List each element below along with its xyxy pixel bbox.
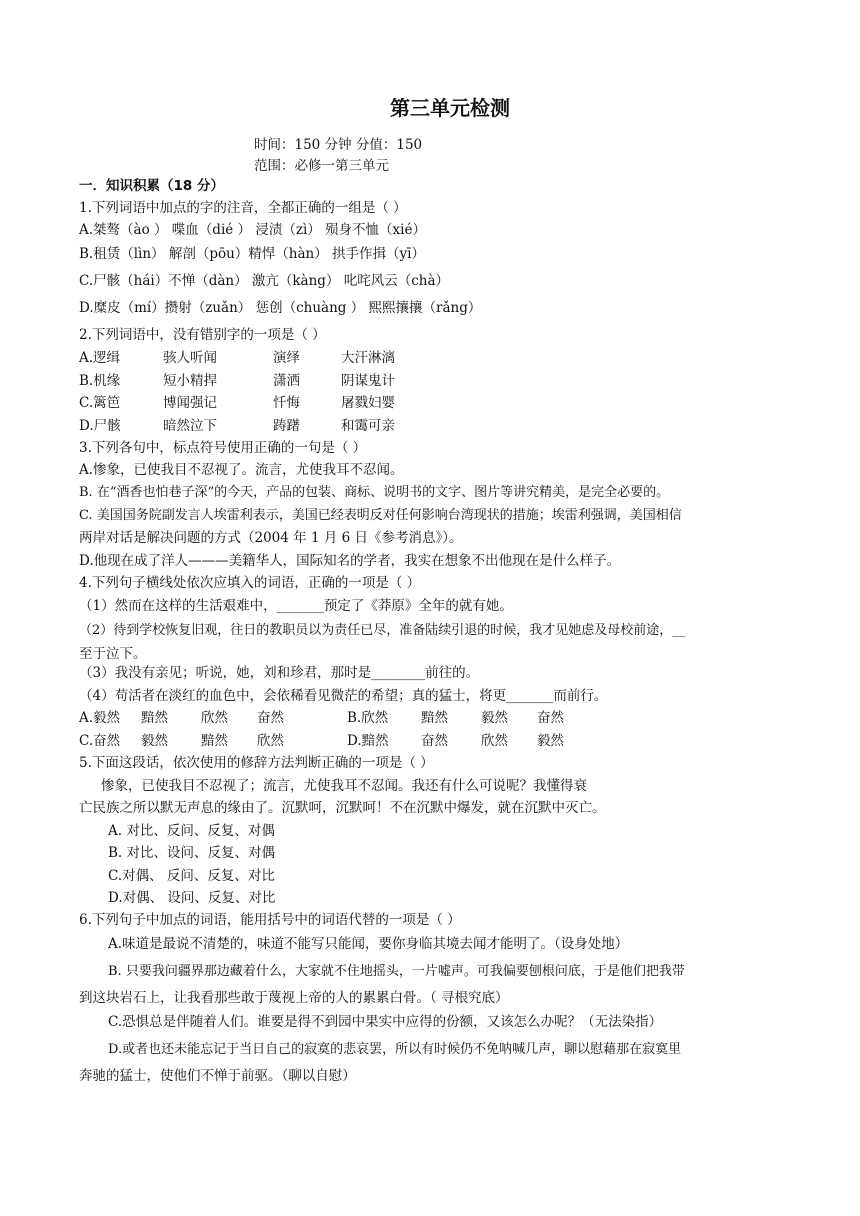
q4-cell: 毅然	[481, 710, 508, 726]
q4-cell: D.黯然	[347, 733, 389, 749]
q4-cell: 毅然	[141, 733, 168, 749]
page-title: 第三单元检测	[390, 96, 510, 120]
q4-cell: 欣然	[257, 733, 284, 749]
q2-cell: C.篱笆	[79, 395, 121, 411]
q5-passage-1: 惨象，已使我目不忍视了；流言，尤使我耳不忍闻。我还有什么可说呢？我懂得衰	[101, 778, 587, 794]
q3-option-c: C. 美国国务院副发言人埃雷利表示，美国已经表明反对任何影响台湾现状的措施；埃雷利强调，美国相信	[79, 508, 682, 523]
q5-option-a: A. 对比、反问、反复、对偶	[108, 823, 275, 839]
q4-cell: 黯然	[141, 710, 168, 726]
q6-option-b-cont: 到这块岩石上，让我看那些敢于蔑视上帝的人的累累白骨。（ 寻根究底）	[79, 990, 509, 1006]
q2-cell: 暗然泣下	[163, 418, 217, 434]
q1-option-d: D.糜皮（mí）攒射（zuǎn） 惩创（chuàng ） 熙熙攘攘（rǎng）	[79, 300, 482, 316]
q2-cell: A.逻缉	[79, 350, 121, 366]
q4-sentence-2: （2）待到学校恢复旧观，往日的教职员以为责任已尽，准备陆续引退的时候，我才见她虑及母校前途，__	[79, 623, 686, 638]
q3-option-b: B. 在“酒香也怕巷子深”的今天，产品的包装、商标、说明书的文字、图片等讲究精美，是完全必要的。	[79, 485, 670, 500]
q2-cell: 短小精捍	[163, 373, 217, 389]
q1-option-b: B.租赁（lìn） 解剖（pōu）精悍（hàn） 拱手作揖（yī）	[79, 246, 425, 262]
q5-stem: 5.下面这段话，依次使用的修辞方法判断正确的一项是（ ）	[79, 755, 434, 771]
q1-option-c: C.尸骸（hái）不惮（dàn） 激亢（kàng） 叱咤风云（chà）	[79, 273, 450, 289]
q2-cell: 阴谋鬼计	[341, 373, 395, 389]
q4-cell: B.欣然	[347, 710, 389, 726]
q4-option-row	[79, 708, 564, 728]
q3-option-a: A.惨象，已使我目不忍视了。流言，尤使我耳不忍闻。	[79, 462, 404, 478]
q6-option-d-cont: 奔驰的猛士，使他们不惮于前驱。（聊以自慰）	[79, 1068, 356, 1084]
q4-cell: 奋然	[537, 710, 564, 726]
q4-sentence-4: （4）苟活者在淡红的血色中，会依稀看见微茫的希望；真的猛士，将更_______而前行。	[79, 688, 608, 704]
time-score-line: 时间：150 分钟 分值：150	[254, 137, 423, 153]
q1-option-a: A.桀骜（ào ） 喋血（dié ） 浸渍（zì） 殒身不恤（xié）	[79, 222, 426, 238]
q4-cell: 欣然	[201, 710, 228, 726]
q2-cell: 潇洒	[273, 373, 300, 389]
q4-cell: C.奋然	[79, 733, 121, 749]
q2-option-row	[79, 371, 395, 391]
q2-cell: 博闻强记	[163, 395, 217, 411]
q2-cell: 骇人听闻	[163, 350, 217, 366]
q2-option-row	[79, 393, 395, 413]
q4-cell: A.毅然	[79, 710, 121, 726]
q4-option-row	[79, 731, 564, 751]
q2-cell: 屠戮妇婴	[341, 395, 395, 411]
q4-cell: 奋然	[257, 710, 284, 726]
q2-cell: B.机缘	[79, 373, 121, 389]
q3-option-d: D.他现在成了洋人———美籍华人，国际知名的学者，我实在想象不出他现在是什么样子。	[79, 553, 621, 569]
q2-stem: 2.下列词语中，没有错别字的一项是（ ）	[79, 327, 326, 343]
q4-sentence-3: （3）我没有亲见；听说，她，刘和珍君，那时是________前往的。	[79, 665, 480, 681]
q5-option-c: C.对偶、 反问、反复、对比	[108, 868, 275, 884]
q2-option-row	[79, 416, 395, 436]
q4-cell: 欣然	[481, 733, 508, 749]
q6-option-b: B. 只要我问疆界那边藏着什么，大家就不住地摇头，一片嘘声。可我偏要刨根问底，于是他们把我带	[108, 964, 685, 979]
q6-option-d: D.或者也还未能忘记于当日自己的寂寞的悲哀罢，所以有时候仍不免呐喊几声，聊以慰藉那在寂寞里	[108, 1042, 682, 1057]
q4-cell: 毅然	[537, 733, 564, 749]
q3-option-c-cont: 两岸对话是解决问题的方式（2004 年 1 月 6 日《参考消息》）。	[79, 530, 463, 546]
q2-cell: 踌躇	[273, 418, 300, 434]
q2-cell: 忏悔	[273, 395, 300, 411]
q2-cell: 和霭可亲	[341, 418, 395, 434]
scope-line: 范围：必修一第三单元	[254, 158, 389, 174]
q1-stem: 1.下列词语中加点的字的注音，全都正确的一组是（ ）	[79, 200, 407, 216]
q2-cell: 演绎	[273, 350, 300, 366]
q4-cell: 黯然	[201, 733, 228, 749]
q4-sentence-1: （1）然而在这样的生活艰难中，_______预定了《莽原》全年的就有她。	[79, 598, 513, 614]
q6-option-a: A.味道是最说不清楚的，味道不能写只能闻，要你身临其境去闻才能明了。（设身处地）	[108, 936, 629, 952]
q4-cell: 奋然	[421, 733, 448, 749]
q5-option-d: D.对偶、 设问、反复、对比	[108, 890, 276, 906]
q4-cell: 黯然	[421, 710, 448, 726]
section-heading: 一．知识积累（18 分）	[79, 178, 224, 194]
q2-option-row	[79, 348, 395, 368]
q4-stem: 4.下列句子横线处依次应填入的词语，正确的一项是（ ）	[79, 575, 421, 591]
q5-option-b: B. 对比、设问、反复、对偶	[108, 845, 276, 861]
q6-option-c: C.恐惧总是伴随着人们。谁要是得不到园中果实中应得的份额，又该怎么办呢？（无法染指）	[108, 1014, 663, 1030]
q5-passage-2: 亡民族之所以默无声息的缘由了。沉默呵，沉默呵！不在沉默中爆发，就在沉默中灭亡。	[79, 800, 606, 816]
q2-cell: 大汗淋漓	[341, 350, 395, 366]
q4-sentence-2-cont: 至于泣下。	[79, 646, 147, 662]
q2-cell: D.尸骸	[79, 418, 121, 434]
q6-stem: 6.下列句子中加点的词语，能用括号中的词语代替的一项是（ ）	[79, 912, 461, 928]
q3-stem: 3.下列各句中，标点符号使用正确的一句是（ ）	[79, 440, 367, 456]
